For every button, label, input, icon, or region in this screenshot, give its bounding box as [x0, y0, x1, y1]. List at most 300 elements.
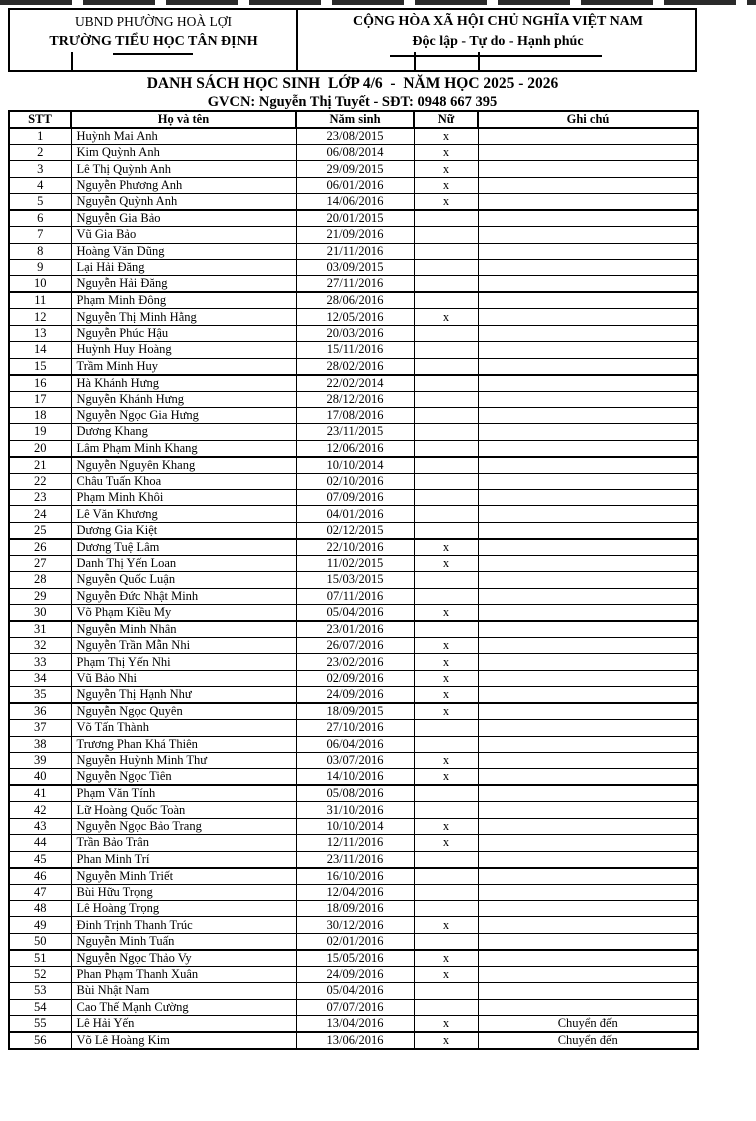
cell-stt: 5 [9, 194, 71, 211]
cell-female: x [414, 966, 478, 982]
cell-female [414, 473, 478, 489]
grid-stub-col-d [478, 52, 480, 72]
cell-name: Nguyễn Phúc Hậu [71, 325, 296, 341]
document-subtitle: GVCN: Nguyễn Thị Tuyết - SĐT: 0948 667 395 [207, 94, 498, 110]
cell-dob: 07/07/2016 [296, 999, 414, 1015]
cell-stt: 4 [9, 177, 71, 193]
cell-note [478, 966, 698, 982]
cell-stt: 23 [9, 490, 71, 506]
cell-note [478, 309, 698, 325]
cell-name: Trần Bảo Trân [71, 835, 296, 851]
cell-name: Nguyễn Ngọc Quyên [71, 703, 296, 720]
cell-stt: 21 [9, 457, 71, 474]
cell-female [414, 391, 478, 407]
cell-dob: 10/10/2014 [296, 457, 414, 474]
student-table-wrap [8, 110, 699, 1050]
student-row [9, 292, 698, 309]
cell-female: x [414, 703, 478, 720]
cell-dob: 21/09/2016 [296, 227, 414, 243]
cell-dob: 28/12/2016 [296, 391, 414, 407]
cell-name: Dương Gia Kiệt [71, 522, 296, 539]
cell-female [414, 292, 478, 309]
cell-dob: 14/10/2016 [296, 769, 414, 786]
cell-note [478, 638, 698, 654]
student-row [9, 259, 698, 275]
cell-name: Nguyễn Khánh Hưng [71, 391, 296, 407]
student-row [9, 950, 698, 967]
cell-stt: 41 [9, 785, 71, 802]
student-row [9, 325, 698, 341]
student-row [9, 161, 698, 177]
cell-stt: 35 [9, 687, 71, 704]
cell-dob: 15/03/2015 [296, 572, 414, 588]
cell-name: Nguyễn Minh Triết [71, 868, 296, 885]
student-row [9, 194, 698, 211]
student-row [9, 1015, 698, 1032]
student-row [9, 375, 698, 392]
cell-dob: 05/08/2016 [296, 785, 414, 802]
cell-name: Võ Phạm Kiều My [71, 605, 296, 622]
cell-note [478, 391, 698, 407]
document-title: DANH SÁCH HỌC SINH LỚP 4/6 - NĂM HỌC 2025 - 2026 [146, 75, 559, 92]
cell-name: Lê Thị Quỳnh Anh [71, 161, 296, 177]
cell-female [414, 933, 478, 950]
cell-female: x [414, 1015, 478, 1032]
student-table-header [9, 111, 698, 128]
student-row [9, 1032, 698, 1049]
col-header-female: Nữ [414, 111, 478, 128]
cell-female [414, 720, 478, 736]
student-row [9, 276, 698, 293]
cell-note [478, 933, 698, 950]
student-row [9, 818, 698, 834]
cell-name: Bùi Hữu Trọng [71, 884, 296, 900]
cell-name: Vũ Bảo Nhi [71, 670, 296, 686]
cell-dob: 07/11/2016 [296, 588, 414, 604]
cell-dob: 14/06/2016 [296, 194, 414, 211]
cell-stt: 3 [9, 161, 71, 177]
cell-dob: 21/11/2016 [296, 243, 414, 259]
cell-note [478, 572, 698, 588]
cell-note [478, 457, 698, 474]
grid-stub-col-c [414, 52, 416, 72]
cell-name: Nguyễn Gia Bảo [71, 210, 296, 227]
cell-dob: 03/09/2015 [296, 259, 414, 275]
cell-name: Phạm Minh Đông [71, 292, 296, 309]
cell-dob: 23/11/2015 [296, 424, 414, 440]
cell-female [414, 802, 478, 818]
cell-stt: 30 [9, 605, 71, 622]
student-row [9, 227, 698, 243]
student-row [9, 983, 698, 999]
cell-note [478, 539, 698, 556]
cell-name: Nguyễn Thị Hạnh Như [71, 687, 296, 704]
col-header-stt: STT [9, 111, 71, 128]
cell-female: x [414, 145, 478, 161]
cell-stt: 38 [9, 736, 71, 752]
cell-dob: 02/10/2016 [296, 473, 414, 489]
org-parent-name: UBND PHƯỜNG HOÀ LỢI [74, 14, 233, 29]
cell-dob: 03/07/2016 [296, 752, 414, 768]
cell-stt: 1 [9, 128, 71, 145]
cell-stt: 56 [9, 1032, 71, 1049]
cell-note [478, 851, 698, 868]
cell-female: x [414, 1032, 478, 1049]
cell-female [414, 999, 478, 1015]
cell-female: x [414, 769, 478, 786]
student-row [9, 769, 698, 786]
student-row [9, 506, 698, 522]
student-row [9, 128, 698, 145]
cell-name: Phạm Thị Yến Nhi [71, 654, 296, 670]
cell-stt: 36 [9, 703, 71, 720]
cell-note: Chuyển đến [478, 1015, 698, 1032]
cell-note [478, 145, 698, 161]
letterhead-divider [296, 10, 298, 72]
cell-stt: 17 [9, 391, 71, 407]
cell-stt: 51 [9, 950, 71, 967]
cell-dob: 31/10/2016 [296, 802, 414, 818]
cell-female [414, 227, 478, 243]
cell-dob: 23/02/2016 [296, 654, 414, 670]
cell-stt: 12 [9, 309, 71, 325]
cell-female: x [414, 752, 478, 768]
student-row [9, 473, 698, 489]
cell-stt: 10 [9, 276, 71, 293]
letterhead-left [10, 10, 297, 54]
cell-female: x [414, 670, 478, 686]
cell-stt: 25 [9, 522, 71, 539]
cell-name: Hà Khánh Hưng [71, 375, 296, 392]
cell-stt: 39 [9, 752, 71, 768]
cell-stt: 32 [9, 638, 71, 654]
student-row [9, 309, 698, 325]
cell-note [478, 177, 698, 193]
cell-female [414, 457, 478, 474]
cell-female [414, 358, 478, 375]
student-row [9, 490, 698, 506]
cell-stt: 24 [9, 506, 71, 522]
student-row [9, 687, 698, 704]
cell-name: Nguyễn Minh Nhân [71, 621, 296, 638]
cell-female [414, 342, 478, 358]
cell-female [414, 900, 478, 916]
cell-dob: 07/09/2016 [296, 490, 414, 506]
cell-female [414, 490, 478, 506]
student-row [9, 391, 698, 407]
cell-dob: 05/04/2016 [296, 983, 414, 999]
cell-dob: 23/08/2015 [296, 128, 414, 145]
cell-female: x [414, 177, 478, 193]
cell-name: Trầm Minh Huy [71, 358, 296, 375]
cell-note [478, 785, 698, 802]
cell-name: Nguyễn Hải Đăng [71, 276, 296, 293]
cell-female [414, 210, 478, 227]
cell-dob: 06/08/2014 [296, 145, 414, 161]
cell-name: Nguyễn Trần Mẫn Nhi [71, 638, 296, 654]
cell-name: Lê Văn Khương [71, 506, 296, 522]
cell-name: Lâm Phạm Minh Khang [71, 440, 296, 457]
cell-stt: 43 [9, 818, 71, 834]
cell-dob: 18/09/2015 [296, 703, 414, 720]
cell-name: Võ Tấn Thành [71, 720, 296, 736]
cell-dob: 27/10/2016 [296, 720, 414, 736]
cell-note [478, 440, 698, 457]
cell-dob: 15/05/2016 [296, 950, 414, 967]
cell-stt: 16 [9, 375, 71, 392]
cell-name: Cao Thế Mạnh Cường [71, 999, 296, 1015]
student-row [9, 638, 698, 654]
cell-female: x [414, 539, 478, 556]
student-row [9, 555, 698, 571]
cell-dob: 30/12/2016 [296, 917, 414, 933]
letterhead-right [297, 10, 699, 54]
cell-note [478, 259, 698, 275]
cell-note [478, 490, 698, 506]
cell-female [414, 522, 478, 539]
cell-stt: 45 [9, 851, 71, 868]
cell-female [414, 868, 478, 885]
cell-stt: 2 [9, 145, 71, 161]
cell-note [478, 687, 698, 704]
cell-female [414, 588, 478, 604]
cell-name: Nguyễn Ngọc Gia Hưng [71, 407, 296, 423]
cell-note [478, 358, 698, 375]
cell-note [478, 375, 698, 392]
cell-note [478, 900, 698, 916]
cell-stt: 33 [9, 654, 71, 670]
cell-stt: 27 [9, 555, 71, 571]
student-row [9, 177, 698, 193]
cell-female: x [414, 687, 478, 704]
student-row [9, 868, 698, 885]
cell-note [478, 983, 698, 999]
cell-note [478, 818, 698, 834]
cell-name: Kim Quỳnh Anh [71, 145, 296, 161]
cell-stt: 34 [9, 670, 71, 686]
cell-dob: 13/04/2016 [296, 1015, 414, 1032]
cell-female [414, 572, 478, 588]
cell-note [478, 736, 698, 752]
cell-dob: 02/09/2016 [296, 670, 414, 686]
cell-name: Phạm Văn Tính [71, 785, 296, 802]
national-motto-line1: CỘNG HÒA XÃ HỘI CHỦ NGHĨA VIỆT NAM [352, 14, 643, 29]
cell-female [414, 785, 478, 802]
cell-name: Đinh Trịnh Thanh Trúc [71, 917, 296, 933]
cell-note [478, 654, 698, 670]
national-motto-line2: Độc lập - Tự do - Hạnh phúc [412, 34, 584, 49]
student-row [9, 999, 698, 1015]
cell-note [478, 210, 698, 227]
cell-note [478, 227, 698, 243]
cell-female: x [414, 818, 478, 834]
student-row [9, 572, 698, 588]
cell-name: Lê Hải Yến [71, 1015, 296, 1032]
cell-dob: 22/02/2014 [296, 375, 414, 392]
cell-dob: 12/05/2016 [296, 309, 414, 325]
student-rows [9, 128, 698, 1049]
cell-name: Võ Lê Hoàng Kim [71, 1032, 296, 1049]
cell-female: x [414, 309, 478, 325]
cell-note [478, 802, 698, 818]
student-row [9, 539, 698, 556]
cell-female [414, 407, 478, 423]
cell-dob: 24/09/2016 [296, 966, 414, 982]
school-name-underline [113, 53, 193, 55]
cell-stt: 14 [9, 342, 71, 358]
cell-female: x [414, 161, 478, 177]
cell-female [414, 375, 478, 392]
cell-note [478, 999, 698, 1015]
cell-dob: 10/10/2014 [296, 818, 414, 834]
cell-dob: 02/01/2016 [296, 933, 414, 950]
cell-name: Lại Hải Đăng [71, 259, 296, 275]
cell-note [478, 424, 698, 440]
cell-note [478, 950, 698, 967]
student-row [9, 605, 698, 622]
cutoff-grid-row [0, 0, 756, 5]
cell-stt: 47 [9, 884, 71, 900]
cell-name: Nguyễn Nguyên Khang [71, 457, 296, 474]
cell-stt: 46 [9, 868, 71, 885]
cell-female [414, 851, 478, 868]
col-header-dob: Năm sinh [296, 111, 414, 128]
cell-dob: 24/09/2016 [296, 687, 414, 704]
cell-dob: 23/11/2016 [296, 851, 414, 868]
cell-note [478, 917, 698, 933]
cell-stt: 6 [9, 210, 71, 227]
cell-dob: 12/06/2016 [296, 440, 414, 457]
cell-note [478, 325, 698, 341]
cell-stt: 52 [9, 966, 71, 982]
cell-female [414, 276, 478, 293]
grid-stub-col-a [71, 52, 73, 72]
cell-name: Nguyễn Ngọc Bảo Trang [71, 818, 296, 834]
student-row [9, 752, 698, 768]
cell-note [478, 276, 698, 293]
cell-name: Vũ Gia Bảo [71, 227, 296, 243]
school-name: TRƯỜNG TIỂU HỌC TÂN ĐỊNH [49, 34, 258, 49]
cell-dob: 23/01/2016 [296, 621, 414, 638]
cell-name: Phan Phạm Thanh Xuân [71, 966, 296, 982]
cell-note [478, 868, 698, 885]
student-row [9, 785, 698, 802]
cell-stt: 9 [9, 259, 71, 275]
cell-note [478, 720, 698, 736]
cell-note [478, 835, 698, 851]
cell-dob: 15/11/2016 [296, 342, 414, 358]
cell-note [478, 194, 698, 211]
cell-name: Lê Hoàng Trọng [71, 900, 296, 916]
cell-note [478, 605, 698, 622]
cell-dob: 12/11/2016 [296, 835, 414, 851]
cell-name: Huỳnh Mai Anh [71, 128, 296, 145]
cell-dob: 06/04/2016 [296, 736, 414, 752]
cell-name: Châu Tuấn Khoa [71, 473, 296, 489]
cell-name: Nguyễn Phương Anh [71, 177, 296, 193]
cell-note [478, 342, 698, 358]
cell-note [478, 555, 698, 571]
cell-stt: 11 [9, 292, 71, 309]
cell-name: Nguyễn Ngọc Tiên [71, 769, 296, 786]
title-block [8, 74, 697, 111]
student-row [9, 900, 698, 916]
cell-note [478, 161, 698, 177]
cell-dob: 20/01/2015 [296, 210, 414, 227]
cell-note [478, 407, 698, 423]
header-row [9, 111, 698, 128]
cell-note [478, 588, 698, 604]
student-row [9, 407, 698, 423]
cell-female: x [414, 835, 478, 851]
cell-female [414, 424, 478, 440]
student-row [9, 621, 698, 638]
cell-stt: 53 [9, 983, 71, 999]
cell-stt: 20 [9, 440, 71, 457]
cell-female: x [414, 605, 478, 622]
cell-name: Dương Tuệ Lâm [71, 539, 296, 556]
student-row [9, 884, 698, 900]
cell-name: Dương Khang [71, 424, 296, 440]
cell-stt: 37 [9, 720, 71, 736]
cell-female: x [414, 654, 478, 670]
cell-stt: 29 [9, 588, 71, 604]
cell-female: x [414, 128, 478, 145]
cell-stt: 31 [9, 621, 71, 638]
cell-stt: 18 [9, 407, 71, 423]
student-row [9, 210, 698, 227]
cell-stt: 15 [9, 358, 71, 375]
cell-stt: 19 [9, 424, 71, 440]
cell-female [414, 259, 478, 275]
cell-dob: 27/11/2016 [296, 276, 414, 293]
student-row [9, 522, 698, 539]
cell-dob: 28/06/2016 [296, 292, 414, 309]
cell-stt: 28 [9, 572, 71, 588]
cell-female: x [414, 194, 478, 211]
cell-note [478, 670, 698, 686]
student-row [9, 358, 698, 375]
cell-name: Hoàng Văn Dũng [71, 243, 296, 259]
cell-dob: 04/01/2016 [296, 506, 414, 522]
cell-female [414, 325, 478, 341]
student-row [9, 703, 698, 720]
student-row [9, 933, 698, 950]
cell-female [414, 243, 478, 259]
cell-stt: 26 [9, 539, 71, 556]
cell-note [478, 128, 698, 145]
cell-name: Phạm Minh Khôi [71, 490, 296, 506]
student-row [9, 424, 698, 440]
letterhead-box [8, 8, 697, 72]
cell-note [478, 752, 698, 768]
cell-name: Huỳnh Huy Hoàng [71, 342, 296, 358]
cell-note [478, 506, 698, 522]
cell-female [414, 621, 478, 638]
cell-dob: 18/09/2016 [296, 900, 414, 916]
cell-stt: 50 [9, 933, 71, 950]
cell-female: x [414, 917, 478, 933]
cell-stt: 22 [9, 473, 71, 489]
cell-stt: 55 [9, 1015, 71, 1032]
cell-dob: 29/09/2015 [296, 161, 414, 177]
cell-dob: 06/01/2016 [296, 177, 414, 193]
cell-name: Nguyễn Quỳnh Anh [71, 194, 296, 211]
student-row [9, 736, 698, 752]
cell-dob: 12/04/2016 [296, 884, 414, 900]
cell-dob: 16/10/2016 [296, 868, 414, 885]
cell-stt: 42 [9, 802, 71, 818]
